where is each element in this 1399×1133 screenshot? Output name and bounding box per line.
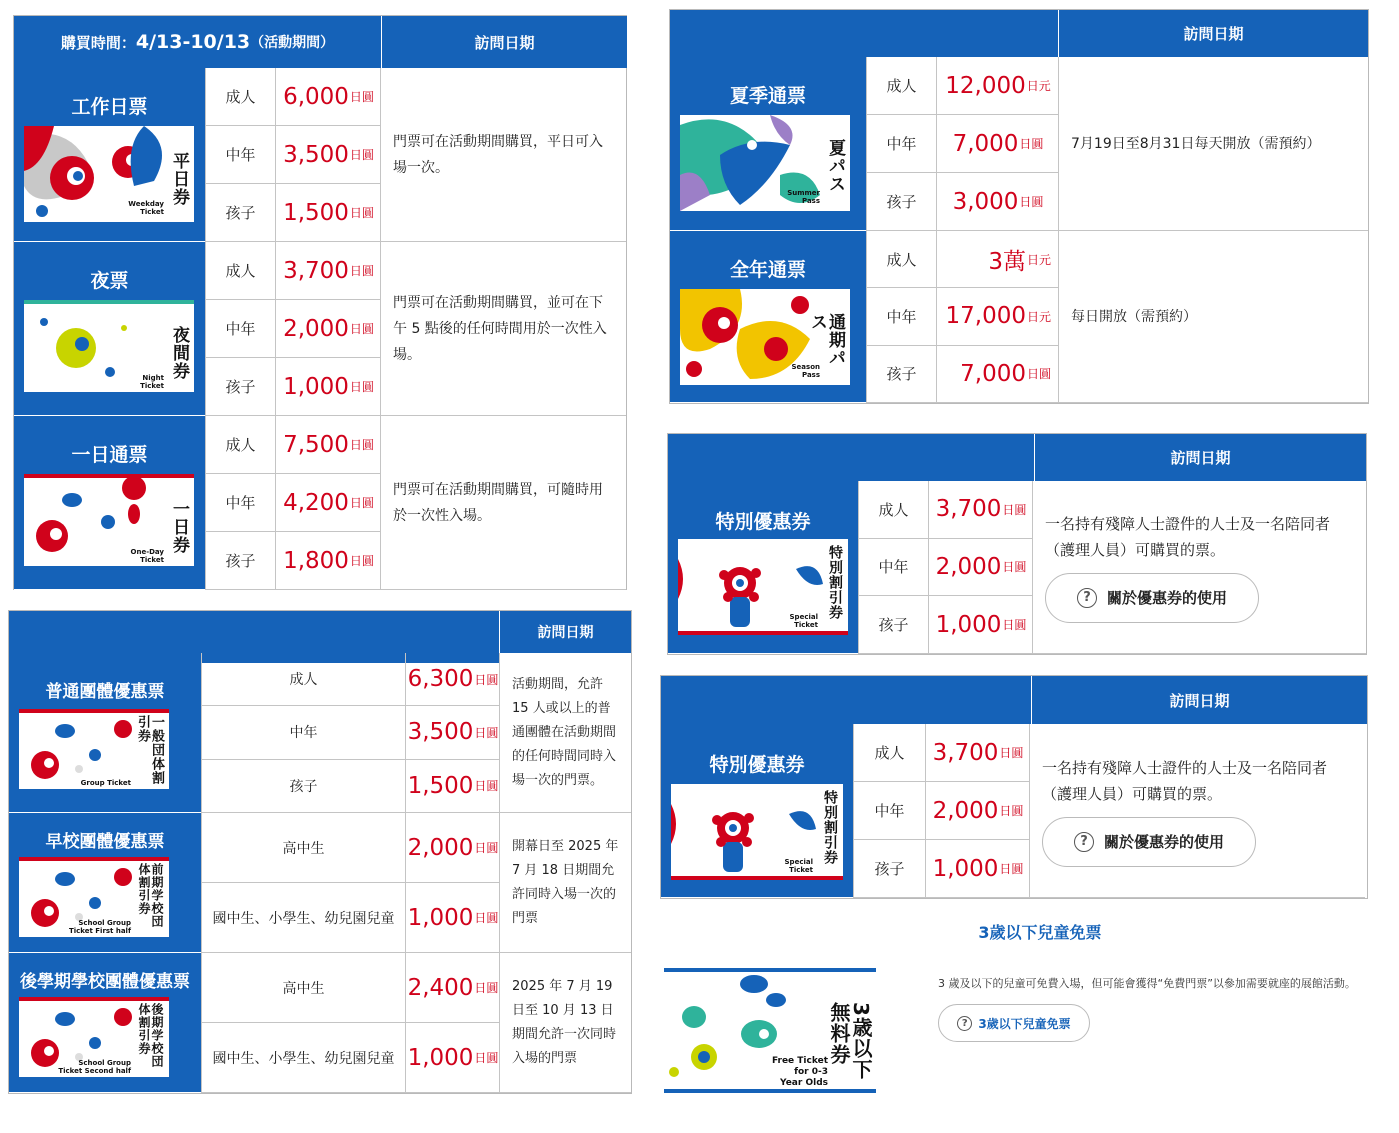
ticket-pattern	[678, 539, 848, 635]
visit-date-header: 訪問日期	[1031, 676, 1367, 724]
category-label: 中年	[206, 126, 276, 183]
ticket-group-1	[14, 68, 626, 242]
note-text: 門票可在活動期間購買，可隨時用於一次性入場。	[393, 481, 603, 524]
ticket-group-2-note	[380, 242, 626, 416]
price-value	[276, 184, 381, 241]
price-row	[201, 706, 499, 759]
price-row	[205, 184, 380, 242]
price-unit: 日圓	[349, 322, 374, 336]
category-label: 中年	[867, 115, 937, 172]
price-value	[276, 358, 381, 415]
price-amount: 3,700	[932, 739, 999, 766]
price-row	[853, 724, 1029, 782]
price-value	[276, 474, 381, 531]
price-row	[853, 782, 1029, 840]
ticket-group-2-title: 夜票	[90, 270, 129, 292]
special-group-1-title: 特別優惠券	[715, 511, 811, 533]
group-ticket-1-card	[19, 709, 169, 793]
price-amount: 1,500	[283, 199, 349, 226]
price-row	[205, 300, 380, 358]
price-unit: 日圓	[1002, 618, 1027, 633]
category-label: 高中生	[202, 813, 406, 882]
header-range: 4/13-10/13	[135, 31, 251, 53]
price-amount: 7,000	[960, 360, 1026, 387]
price-unit: 日元	[1026, 79, 1051, 93]
price-value	[406, 1023, 500, 1092]
price-unit: 日圓	[349, 554, 374, 568]
pass-group-2-card	[680, 289, 850, 385]
special-group-1-side	[668, 481, 858, 654]
ticket-group-3-card-text: 一日券	[169, 500, 189, 554]
special-group-1-card-text: 特別割引券	[827, 545, 843, 620]
price-unit: 日圓	[349, 496, 374, 510]
group-ticket-1-card-text: 一般団体割引券	[135, 715, 164, 785]
free-ticket-button-label: 3歲以下兒童免票	[978, 1016, 1071, 1031]
group-ticket-1	[9, 653, 631, 813]
price-amount: 2,400	[407, 974, 474, 1001]
coupon-usage-button-label: 關於優惠券的使用	[1106, 589, 1227, 607]
category-label: 成人	[206, 416, 276, 473]
pass-group-1-note	[1058, 57, 1368, 231]
note-text: 門票可在活動期間購買，並可在下午 5 點後的任何時間用於一次性入場。	[393, 294, 607, 363]
ticket-group-3-side	[14, 416, 205, 590]
group-ticket-3-side	[9, 953, 201, 1093]
price-unit: 日圓	[474, 1051, 499, 1065]
price-value	[929, 596, 1033, 653]
category-label: 國中生、小學生、幼兒園兒童	[202, 883, 406, 952]
special-group-2-title: 特別優惠券	[709, 754, 805, 776]
pass-group-1-card-en: Summer Pass	[787, 189, 820, 205]
price-row	[201, 760, 499, 813]
price-value	[406, 706, 500, 758]
price-row	[858, 481, 1032, 539]
special-group-1	[668, 481, 1366, 654]
price-amount: 3,000	[952, 188, 1019, 215]
visit-date-header: 訪問日期	[1034, 434, 1366, 481]
free-ticket-card	[664, 968, 876, 1093]
ticket-group-3-note	[380, 416, 626, 590]
group-ticket-3-card-text: 後期学校団体割引券	[137, 1003, 164, 1068]
pass-header-blank	[670, 10, 1058, 57]
category-label: 中年	[867, 288, 937, 344]
price-value	[929, 481, 1033, 538]
group-ticket-2-title: 早校團體優惠票	[45, 832, 165, 852]
price-amount: 1,000	[935, 611, 1002, 638]
price-amount: 2,000	[283, 315, 349, 342]
price-value	[937, 288, 1059, 344]
note-text: 7月19日至8月31日每天開放（需預約）	[1071, 135, 1321, 152]
question-icon: ?	[957, 1016, 972, 1031]
price-value	[929, 539, 1033, 596]
price-amount: 3,700	[283, 257, 349, 284]
price-amount: 1,000	[932, 855, 999, 882]
price-row	[201, 953, 499, 1023]
pass-group-1-card	[680, 115, 850, 211]
price-amount: 2,000	[407, 834, 474, 861]
price-value	[926, 724, 1030, 781]
price-value	[276, 300, 381, 357]
category-label: 成人	[854, 724, 926, 781]
group-ticket-1-note	[499, 653, 631, 813]
category-label: 成人	[206, 242, 276, 299]
price-value	[406, 653, 500, 705]
price-row	[205, 532, 380, 590]
free-ticket-card-en: Free Ticket for 0-3 Year Olds	[771, 1056, 828, 1088]
price-row	[205, 358, 380, 416]
pass-group-1-card-text: 夏パス	[825, 139, 845, 193]
price-value	[937, 173, 1059, 230]
price-amount: 1,000	[407, 1044, 474, 1071]
price-row	[866, 288, 1058, 345]
price-amount: 3萬	[988, 248, 1026, 275]
price-amount: 1,500	[407, 772, 474, 799]
pass-group-2	[670, 231, 1368, 403]
price-row	[201, 653, 499, 706]
price-row	[205, 416, 380, 474]
note-text: 開幕日至 2025 年 7 月 18 日期間允許同時入場一次的門票	[512, 838, 619, 926]
pass-group-2-note	[1058, 231, 1368, 403]
price-amount: 17,000	[945, 303, 1026, 330]
group-ticket-2-card	[19, 857, 169, 941]
group-ticket-2-card-text: 前期学校団体割引券	[137, 863, 164, 928]
price-amount: 3,500	[407, 719, 474, 746]
price-value	[406, 760, 500, 812]
category-label: 孩子	[867, 173, 937, 230]
pass-group-1-side	[670, 57, 866, 231]
price-value	[276, 532, 381, 589]
group-ticket-3-note	[499, 953, 631, 1093]
ticket-group-1-card-text: 平日券	[169, 152, 189, 206]
note-text: 一名持有殘障人士證件的人士及一名陪同者（護理人員）可購買的票。	[1042, 758, 1328, 803]
price-unit: 日元	[1026, 309, 1051, 324]
price-value	[937, 231, 1059, 287]
free-ticket-button[interactable]	[938, 1004, 1090, 1042]
price-amount: 3,500	[283, 141, 349, 168]
price-unit: 日圓	[999, 862, 1024, 876]
question-icon: ?	[1077, 588, 1097, 608]
group-ticket-2-note	[499, 813, 631, 953]
ticket-group-1-side	[14, 68, 205, 242]
group-ticket-3-card-en: School Group Ticket Second half	[58, 1059, 131, 1075]
ticket-group-3-card	[24, 474, 194, 570]
ticket-group-2-card-text: 夜間券	[169, 326, 189, 380]
pass-group-2-side	[670, 231, 866, 403]
price-amount: 6,300	[407, 666, 474, 693]
price-amount: 1,000	[407, 904, 474, 931]
price-unit: 日圓	[1019, 195, 1044, 209]
ticket-group-3-title: 一日通票	[71, 444, 148, 466]
price-value	[926, 782, 1030, 839]
price-value	[937, 115, 1059, 172]
price-unit: 日圓	[999, 804, 1024, 818]
price-row	[853, 840, 1029, 898]
group-ticket-1-title: 普通團體優惠票	[45, 682, 165, 702]
free-ticket-description: 3 歲及以下的兒童可免費入場，但可能會獲得“免費門票”以參加需要就座的展館活動。	[938, 977, 1356, 990]
category-label: 國中生、小學生、幼兒園兒童	[202, 1023, 406, 1092]
price-unit: 日圓	[1019, 137, 1044, 151]
price-unit: 日圓	[349, 148, 374, 162]
price-value	[937, 346, 1059, 402]
price-value	[406, 883, 500, 952]
price-unit: 日圓	[474, 981, 499, 995]
price-unit: 日圓	[474, 911, 499, 925]
category-label: 中年	[202, 706, 406, 758]
category-label: 中年	[854, 782, 926, 839]
price-unit: 日圓	[1026, 367, 1051, 382]
price-row	[858, 596, 1032, 654]
special-group-1-card-en: Special Ticket	[789, 613, 818, 629]
pass-group-2-card-en: Season Pass	[791, 363, 820, 379]
ticket-group-2	[14, 242, 626, 416]
ticket-group-1-note	[380, 68, 626, 242]
price-amount: 7,000	[952, 130, 1019, 157]
price-unit: 日元	[1026, 252, 1051, 267]
free-ticket-title: 3歲以下兒童免票	[978, 923, 1102, 942]
note-text: 活動期間，允許 15 人或以上的普通團體在活動期間的任何時間同時入場一次的門票。	[512, 676, 617, 788]
price-row	[205, 126, 380, 184]
ticket-group-3-card-en: One-Day Ticket	[130, 548, 164, 564]
price-row	[866, 231, 1058, 288]
pass-group-2-card-text: 通期パス	[807, 313, 845, 367]
category-label: 孩子	[202, 760, 406, 812]
ticket-group-3	[14, 416, 626, 590]
pass-group-1-title: 夏季通票	[729, 85, 806, 107]
price-unit: 日圓	[349, 206, 374, 220]
price-amount: 1,000	[283, 373, 349, 400]
note-text: 一名持有殘障人士證件的人士及一名陪同者（護理人員）可購買的票。	[1045, 515, 1331, 559]
price-unit: 日圓	[474, 725, 499, 740]
special-group-2-card	[671, 784, 843, 880]
price-row	[858, 539, 1032, 597]
special-header-blank	[661, 676, 1031, 724]
group-ticket-2-card-en: School Group Ticket First half	[68, 919, 131, 935]
price-row	[201, 813, 499, 883]
price-amount: 3,700	[935, 496, 1002, 523]
ticket-group-1-card	[24, 126, 194, 222]
visit-date-header: 訪問日期	[499, 611, 631, 653]
pass-group-1	[670, 57, 1368, 231]
ticket-group-2-side	[14, 242, 205, 416]
group-ticket-2-side	[9, 813, 201, 953]
price-unit: 日圓	[349, 264, 374, 278]
category-label: 成人	[867, 231, 937, 287]
coupon-usage-button[interactable]	[1045, 573, 1259, 623]
price-row	[866, 57, 1058, 115]
group-ticket-2	[9, 813, 631, 953]
price-unit: 日圓	[349, 90, 374, 104]
price-amount: 12,000	[945, 72, 1026, 99]
group-ticket-1-card-en: Group Ticket	[80, 779, 131, 787]
category-label: 孩子	[206, 532, 276, 589]
group-ticket-3-title: 後學期學校團體優惠票	[20, 972, 190, 992]
price-unit: 日圓	[349, 438, 374, 452]
category-label: 成人	[206, 68, 276, 125]
group-ticket-1-side	[9, 653, 201, 813]
free-ticket-card-text: 3歳以下無料券	[827, 1002, 873, 1080]
price-row	[205, 474, 380, 532]
question-icon: ?	[1074, 832, 1094, 852]
price-unit: 日圓	[999, 746, 1024, 760]
price-value	[406, 953, 500, 1022]
pass-group-2-title: 全年通票	[729, 259, 806, 281]
price-value	[276, 242, 381, 299]
price-row	[205, 68, 380, 126]
category-label: 孩子	[854, 840, 926, 897]
price-unit: 日圓	[1002, 560, 1027, 575]
header-prefix: 購買時間：	[60, 33, 136, 52]
category-label: 孩子	[859, 596, 929, 653]
group-ticket-table	[8, 610, 632, 1094]
note-text: 門票可在活動期間購買，平日可入場一次。	[393, 133, 603, 176]
category-label: 中年	[206, 474, 276, 531]
pass-ticket-table	[669, 9, 1369, 404]
category-label: 成人	[859, 481, 929, 538]
price-value	[926, 840, 1030, 897]
price-row	[201, 1023, 499, 1093]
price-unit: 日圓	[474, 841, 499, 855]
special-group-2-note	[1029, 724, 1365, 898]
ticket-group-2-card	[24, 300, 194, 396]
note-text: 2025 年 7 月 19 日至 10 月 13 日期間允許一次同時入場的門票	[512, 978, 617, 1066]
special-header-blank	[668, 434, 1034, 481]
special-ticket-table-2	[660, 675, 1368, 899]
special-group-2-card-en: Special Ticket	[784, 858, 813, 874]
coupon-usage-button-label: 關於優惠券的使用	[1103, 832, 1224, 851]
special-ticket-table-1	[667, 433, 1367, 655]
price-value	[276, 126, 381, 183]
price-row	[866, 173, 1058, 231]
coupon-usage-button[interactable]	[1042, 817, 1256, 867]
special-group-2	[661, 724, 1367, 898]
price-row	[866, 115, 1058, 173]
category-label: 成人	[867, 57, 937, 114]
category-label: 中年	[859, 539, 929, 596]
price-value	[276, 416, 381, 473]
ticket-group-1-title: 工作日票	[71, 96, 148, 118]
price-value	[937, 57, 1059, 114]
ticket-group-1-card-en: Weekday Ticket	[128, 200, 164, 216]
special-group-1-card	[678, 539, 848, 635]
price-row	[201, 883, 499, 953]
regular-ticket-table	[13, 15, 627, 590]
category-label: 高中生	[202, 953, 406, 1022]
special-group-2-side	[661, 724, 853, 898]
price-amount: 7,500	[283, 431, 349, 458]
price-amount: 4,200	[283, 489, 349, 516]
price-unit: 日圓	[1002, 502, 1027, 517]
category-label: 中年	[206, 300, 276, 357]
category-label: 孩子	[867, 346, 937, 402]
category-label: 成人	[202, 653, 406, 705]
visit-date-header: 訪問日期	[381, 16, 627, 68]
price-value	[406, 813, 500, 882]
price-unit: 日圓	[349, 380, 374, 394]
price-amount: 1,800	[283, 547, 349, 574]
group-ticket-3	[9, 953, 631, 1093]
special-group-2-card-text: 特別割引券	[822, 790, 838, 865]
price-amount: 2,000	[932, 797, 999, 824]
purchase-period-header	[14, 16, 381, 68]
ticket-group-2-card-en: Night Ticket	[140, 374, 164, 390]
header-suffix: （活動期間）	[250, 35, 335, 51]
price-row	[205, 242, 380, 300]
ticket-pattern	[671, 784, 843, 880]
price-unit: 日圓	[474, 779, 499, 794]
special-group-1-note	[1032, 481, 1366, 654]
price-value	[276, 68, 381, 125]
group-ticket-3-card	[19, 997, 169, 1081]
category-label: 孩子	[206, 358, 276, 415]
note-text: 每日開放（需預約）	[1071, 308, 1197, 325]
price-amount: 6,000	[283, 83, 349, 110]
category-label: 孩子	[206, 184, 276, 241]
price-amount: 2,000	[935, 553, 1002, 580]
price-row	[866, 346, 1058, 403]
visit-date-header: 訪問日期	[1058, 10, 1368, 57]
price-unit: 日圓	[474, 672, 499, 687]
